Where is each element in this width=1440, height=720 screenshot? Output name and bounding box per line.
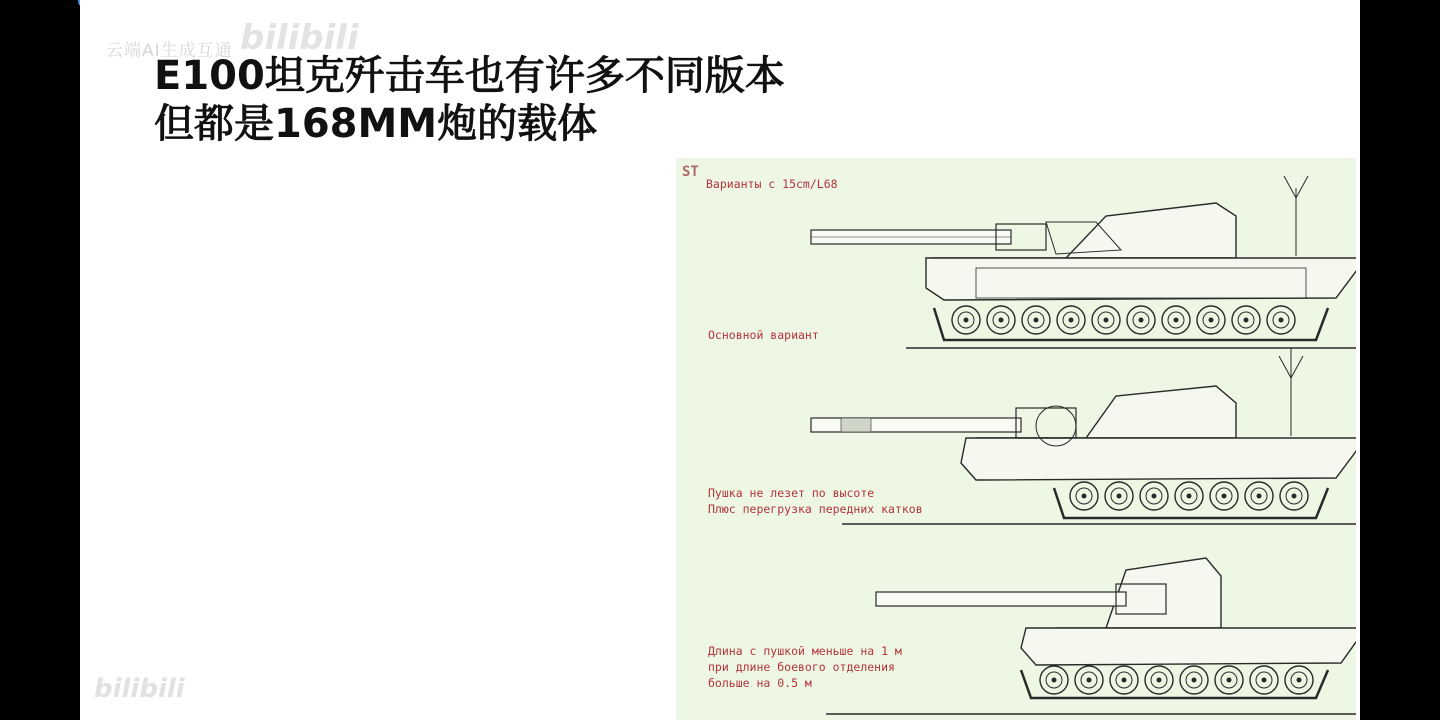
variant-2-caption-line: Плюс перегрузка передних катков — [708, 502, 923, 516]
variant-3-caption-line: Длина с пушкой меньше на 1 м — [708, 644, 902, 658]
bilibili-watermark-logo: bilibili — [94, 674, 185, 704]
presentation-slide — [80, 0, 1360, 720]
tank-destroyer-variants-diagram — [676, 158, 1356, 720]
slide-title-line-2: 但都是168MM炮的载体 — [154, 101, 598, 147]
variant-1-caption — [708, 327, 819, 343]
variant-3-caption — [708, 643, 902, 691]
bilibili-watermark-logo: bilibili — [240, 18, 359, 58]
slide-title-line-1: E100坦克歼击车也有许多不同版本 — [154, 53, 785, 99]
variant-1-drawing — [811, 176, 1356, 348]
variant-3-caption-line: больше на 0.5 м — [708, 676, 812, 690]
diagram-header: Варианты с 15cm/L68 — [706, 177, 838, 191]
variant-1-caption-line: Основной вариант — [708, 328, 819, 342]
tank-line-drawings — [676, 158, 1356, 720]
variant-3-drawing — [826, 536, 1356, 714]
watermark-text: 云端AI生成互通 — [106, 41, 233, 61]
diagram-corner-logo: ST — [682, 164, 699, 180]
variant-3-caption-line: при длине боевого отделения — [708, 660, 895, 674]
slide-title — [154, 52, 785, 148]
variant-2-caption — [708, 485, 923, 517]
variant-2-caption-line: Пушка не лезет по высоте — [708, 486, 875, 500]
